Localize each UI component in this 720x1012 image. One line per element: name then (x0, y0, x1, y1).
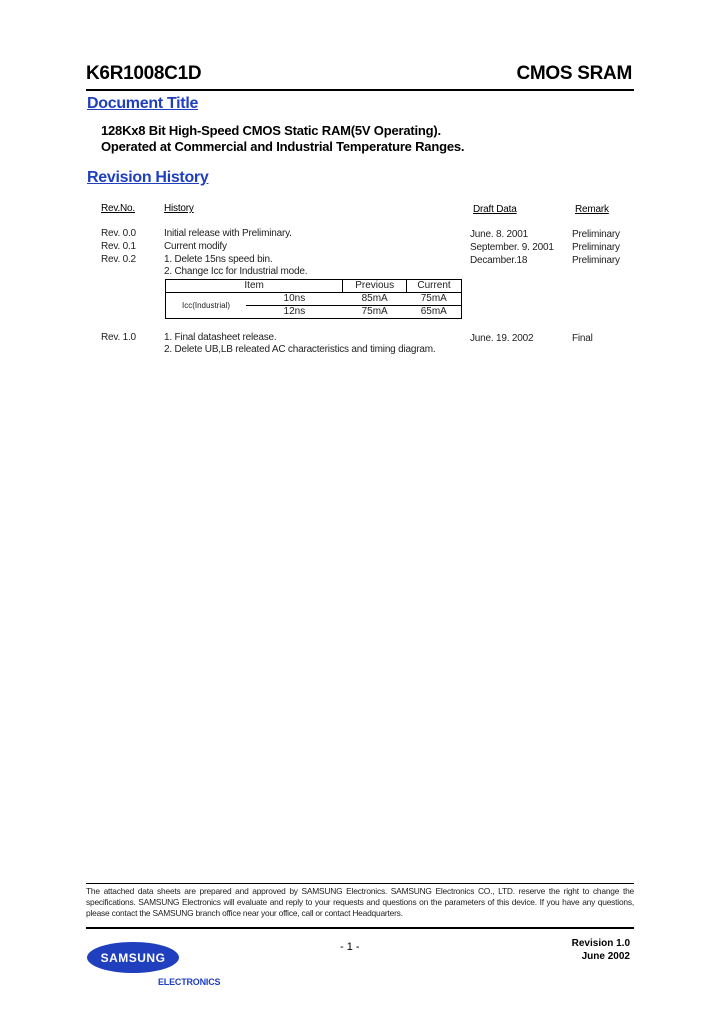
rev-number: Rev. 0.2 (101, 254, 136, 265)
column-header-draft-date: Draft Data (473, 204, 517, 215)
rev-date: June. 8. 2001 (470, 229, 529, 240)
rev-date: Decamber.18 (470, 255, 528, 266)
icc-previous: 85mA (343, 293, 407, 306)
rev-remark: Preliminary (572, 229, 620, 240)
rev-remark: Preliminary (572, 242, 620, 253)
document-title-line-2: Operated at Commercial and Industrial Temperature Ranges. (101, 139, 465, 154)
logo-subtext: ELECTRONICS (158, 977, 221, 987)
icc-speed: 12ns (246, 306, 343, 319)
footer-revision: Revision 1.0 (571, 938, 630, 949)
footer-rule-top (86, 883, 634, 884)
icc-current: 65mA (407, 306, 462, 319)
disclaimer-text: The attached data sheets are prepared and approved by SAMSUNG Electronics. SAMSUNG Electronics CO., LTD. reserve the right to change the specifications. SAMSUNG Electronics will evaluate and reply to your requests and questions on the parameters of this device. If you have any questions, please contact the SAMSUNG branch office near your office, call or contact Headquarters. (86, 886, 634, 918)
rev-history-text: 1. Delete 15ns speed bin. (164, 254, 273, 265)
document-title-heading: Document Title (87, 95, 199, 112)
rev-number: Rev. 1.0 (101, 332, 136, 343)
footer-rule-bottom (86, 927, 634, 929)
table-header-row (166, 280, 462, 293)
rev-history-text: Initial release with Preliminary. (164, 228, 292, 239)
rev-history-text: Current modify (164, 241, 227, 252)
icc-change-table (165, 279, 462, 319)
table-row (166, 293, 462, 306)
page-number: - 1 - (340, 941, 360, 953)
footer-date: June 2002 (581, 951, 630, 962)
column-header-remark: Remark (575, 204, 609, 215)
table-header-previous: Previous (343, 280, 407, 293)
revision-history-heading: Revision History (87, 169, 209, 186)
rev-remark: Preliminary (572, 255, 620, 266)
product-type: CMOS SRAM (516, 63, 632, 84)
logo-text: SAMSUNG (100, 951, 166, 965)
icc-current: 75mA (407, 293, 462, 306)
rev-history-text: 2. Change Icc for Industrial mode. (164, 266, 308, 277)
rev-number: Rev. 0.1 (101, 241, 136, 252)
part-number: K6R1008C1D (86, 63, 202, 84)
table-header-current: Current (407, 280, 462, 293)
column-header-history: History (164, 203, 194, 214)
icc-speed: 10ns (246, 293, 343, 306)
icc-item-label: Icc(Industrial) (166, 293, 247, 319)
table-header-item: Item (166, 280, 343, 293)
rev-history-text: 1. Final datasheet release. (164, 332, 277, 343)
rev-number: Rev. 0.0 (101, 228, 136, 239)
document-title-line-1: 128Kx8 Bit High-Speed CMOS Static RAM(5V Operating). (101, 123, 441, 138)
column-header-rev-no: Rev.No. (101, 203, 135, 214)
icc-previous: 75mA (343, 306, 407, 319)
rev-history-text: 2. Delete UB,LB releated AC characteristics and timing diagram. (164, 344, 436, 355)
rev-remark: Final (572, 333, 593, 344)
footer-revision-block (572, 937, 630, 963)
samsung-logo (86, 941, 180, 974)
rev-date: June. 19. 2002 (470, 333, 534, 344)
header-rule (86, 89, 634, 91)
rev-date: September. 9. 2001 (470, 242, 554, 253)
